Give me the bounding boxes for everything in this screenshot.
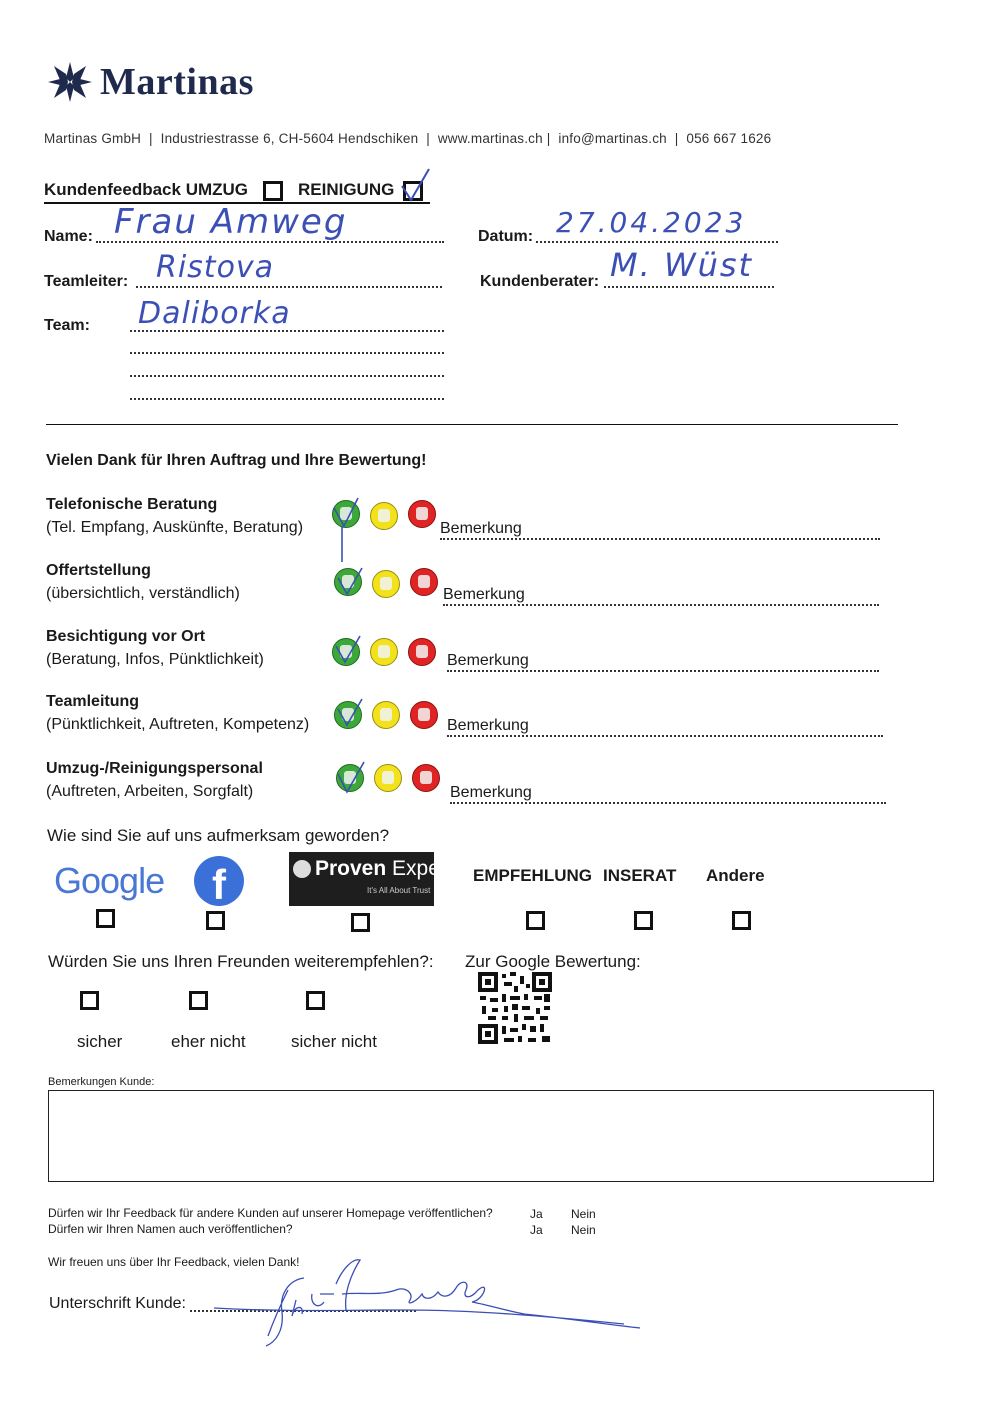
recommend-question: Würden Sie uns Ihren Freunden weiterempfehlen?: [48,952,434,971]
rating-neutral-icon[interactable] [370,502,398,530]
rating-bad-icon[interactable] [410,568,438,596]
reinigung-check-mark-icon [398,166,432,204]
team-line-3 [130,375,444,377]
rating-row [46,760,906,816]
team-line-4 [130,398,444,400]
datum-label: Datum: [478,228,534,245]
rating-subtitle: (Auftreten, Arbeiten, Sorgfalt) [46,783,254,800]
source-question: Wie sind Sie auf uns aufmerksam geworden? [47,826,390,845]
publish-q2-nein[interactable]: Nein [571,1223,596,1237]
rating-bad-icon[interactable] [412,764,440,792]
rating-subtitle: (Beratung, Infos, Pünktlichkeit) [46,651,264,668]
name-label: Name: [44,228,93,245]
rating-title: Umzug-/Reinigungspersonal [46,760,263,777]
reinigung-label: REINIGUNG [298,180,395,199]
rating-subtitle: (übersichtlich, verständlich) [46,585,240,602]
rating-subtitle: (Pünktlichkeit, Auftreten, Kompetenz) [46,716,310,733]
google-logo [54,860,164,902]
qr-code-icon[interactable] [478,972,552,1044]
rating-check-mark-icon [332,760,368,800]
rating-row [46,562,906,618]
sicher-checkbox[interactable] [80,991,99,1010]
inserat-checkbox[interactable] [634,911,653,930]
logo [46,58,286,108]
proven-expert-logo [289,852,453,906]
sicher-label: sicher [77,1032,123,1051]
google-checkbox[interactable] [96,909,115,928]
signature-label: Unterschrift Kunde: [49,1295,186,1312]
comments-box[interactable] [48,1090,934,1182]
rating-title: Telefonische Beratung [46,496,218,513]
proven-expert-wordmark [315,857,453,881]
rating-title: Teamleitung [46,693,140,710]
publish-question-1: Dürfen wir Ihr Feedback für andere Kunden auf unserer Homepage veröffentlichen? [48,1206,493,1220]
facebook-checkbox[interactable] [206,911,225,930]
martinas-logo-icon [46,60,94,104]
rating-remark[interactable]: Bemerkung [440,520,880,540]
rating-row [46,496,906,552]
datum-value[interactable]: 27.04.2023 [556,206,747,239]
comments-label: Bemerkungen Kunde: [48,1076,155,1088]
divider [46,424,898,425]
team-label: Team: [44,317,90,334]
closing-text: Wir freuen uns über Ihr Feedback, vielen Dank! [48,1255,300,1269]
rating-remark[interactable]: Bemerkung [450,784,886,804]
rating-bad-icon[interactable] [408,638,436,666]
google-review-label: Zur Google Bewertung: [465,952,641,971]
publish-q1-ja[interactable]: Ja [530,1207,543,1221]
sicher-nicht-label: sicher nicht [291,1032,377,1051]
rating-remark[interactable]: Bemerkung [447,652,879,672]
rating-remark[interactable]: Bemerkung [443,586,879,606]
expert-text: Expert [392,857,453,880]
name-value[interactable]: Frau Amweg [114,202,348,242]
rating-neutral-icon[interactable] [370,638,398,666]
publish-question-2: Dürfen wir Ihren Namen auch veröffentlichen? [48,1222,293,1236]
rating-check-mark-icon [330,632,364,668]
rating-neutral-icon[interactable] [372,701,400,729]
sicher-nicht-checkbox[interactable] [306,991,325,1010]
thanks-heading: Vielen Dank für Ihren Auftrag und Ihre Bewertung! [46,452,427,469]
rating-neutral-icon[interactable] [374,764,402,792]
kundenberater-value[interactable]: M. Wüst [610,246,754,284]
rating-bad-icon[interactable] [408,500,436,528]
eher-nicht-label: eher nicht [171,1032,246,1051]
rating-check-mark-icon [332,695,366,731]
google-logo-text: Google [54,860,165,901]
facebook-glyph: f [212,861,226,908]
team-value[interactable]: Daliborka [138,296,291,331]
facebook-icon [194,856,244,906]
proven-text: Proven [315,857,387,880]
datum-line [536,241,778,243]
kundenberater-label: Kundenberater: [480,273,600,290]
umzug-checkbox[interactable] [263,181,283,201]
proven-tagline: It's All About Trust [367,886,431,895]
rating-row [46,693,906,749]
proven-expert-checkbox[interactable] [351,913,370,932]
rating-neutral-icon[interactable] [372,570,400,598]
rating-subtitle: (Tel. Empfang, Auskünfte, Beratung) [46,519,304,536]
empfehlung-checkbox[interactable] [526,911,545,930]
customer-signature[interactable] [184,1254,644,1350]
inserat-label: INSERAT [603,866,677,885]
rating-remark[interactable]: Bemerkung [447,717,883,737]
brand-name: Martinas [100,61,254,103]
empfehlung-label: EMPFEHLUNG [473,866,592,885]
contact-line: Martinas GmbH | Industriestrasse 6, CH-5604 Hendschiken | www.martinas.ch | info@martinas.ch | 056 667 1626 [44,131,772,146]
teamleiter-line [136,286,442,288]
rating-check-mark-icon [332,564,366,600]
rating-row [46,628,906,684]
andere-checkbox[interactable] [732,911,751,930]
eher-nicht-checkbox[interactable] [189,991,208,1010]
publish-q1-nein[interactable]: Nein [571,1207,596,1221]
teamleiter-label: Teamleiter: [44,273,129,290]
rating-bad-icon[interactable] [410,701,438,729]
kundenberater-line [604,286,774,288]
rating-title: Offertstellung [46,562,151,579]
rating-title: Besichtigung vor Ort [46,628,206,645]
title-umzug: Kundenfeedback UMZUG [44,180,249,199]
proven-expert-badge-icon [293,860,311,878]
team-line-2 [130,352,444,354]
rating-check-mark-icon [328,496,364,566]
andere-label: Andere [706,866,765,885]
teamleiter-value[interactable]: Ristova [156,250,275,285]
publish-q2-ja[interactable]: Ja [530,1223,543,1237]
